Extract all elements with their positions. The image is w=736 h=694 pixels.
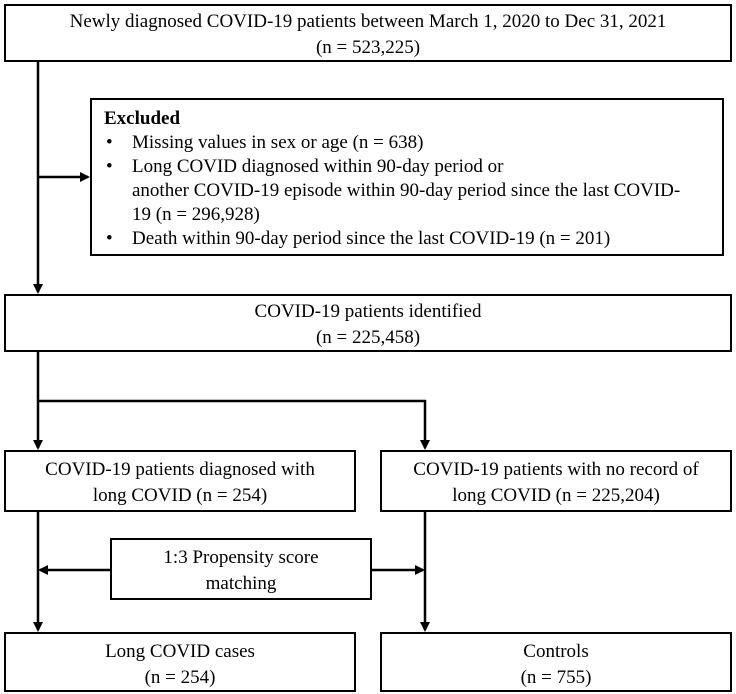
excluded-box <box>90 98 724 256</box>
cases-count: (n = 254) <box>144 667 216 688</box>
controls-box <box>380 632 732 692</box>
long-covid-label: COVID-19 patients diagnosed with <box>45 459 315 480</box>
excluded-list <box>104 131 712 251</box>
long-covid-count: long COVID (n = 254) <box>92 485 268 506</box>
excluded-title: Excluded <box>104 108 181 129</box>
controls-count: (n = 755) <box>520 667 592 688</box>
newly-diagnosed-count: (n = 523,225) <box>315 37 421 58</box>
bullet-icon: • <box>106 228 113 249</box>
propensity-matching-label-2: matching <box>205 573 277 594</box>
identified-label: COVID-19 patients identified <box>254 301 482 322</box>
cases-label: Long COVID cases <box>105 641 255 662</box>
arrow-identified-to-none <box>38 401 425 448</box>
long-covid-box <box>4 450 356 512</box>
propensity-matching-box <box>110 538 372 600</box>
bullet-icon: • <box>106 132 113 153</box>
propensity-matching-label: 1:3 Propensity score <box>163 547 319 568</box>
newly-diagnosed-label: Newly diagnosed COVID-19 patients between March 1, 2020 to Dec 31, 2021 <box>69 11 667 32</box>
excluded-item-death: • Death within 90-day period since the last COVID-19 (n = 201) <box>106 228 611 249</box>
no-long-covid-count: long COVID (n = 225,204) <box>452 485 660 506</box>
no-long-covid-label: COVID-19 patients with no record of <box>413 459 699 480</box>
identified-count: (n = 225,458) <box>315 327 421 348</box>
newly-diagnosed-box <box>4 4 732 62</box>
excluded-item-missing: • Missing values in sex or age (n = 638) <box>106 132 424 153</box>
identified-box <box>4 294 732 352</box>
excluded-item-long-covid-90day: • Long COVID diagnosed within 90-day period or another COVID-19 episode within 90-day period since the last COVID- 19 (n = 296,928) <box>106 156 681 225</box>
bullet-icon: • <box>106 156 113 177</box>
controls-label: Controls <box>523 641 589 662</box>
long-covid-cases-box <box>4 632 356 692</box>
no-long-covid-box <box>380 450 732 512</box>
